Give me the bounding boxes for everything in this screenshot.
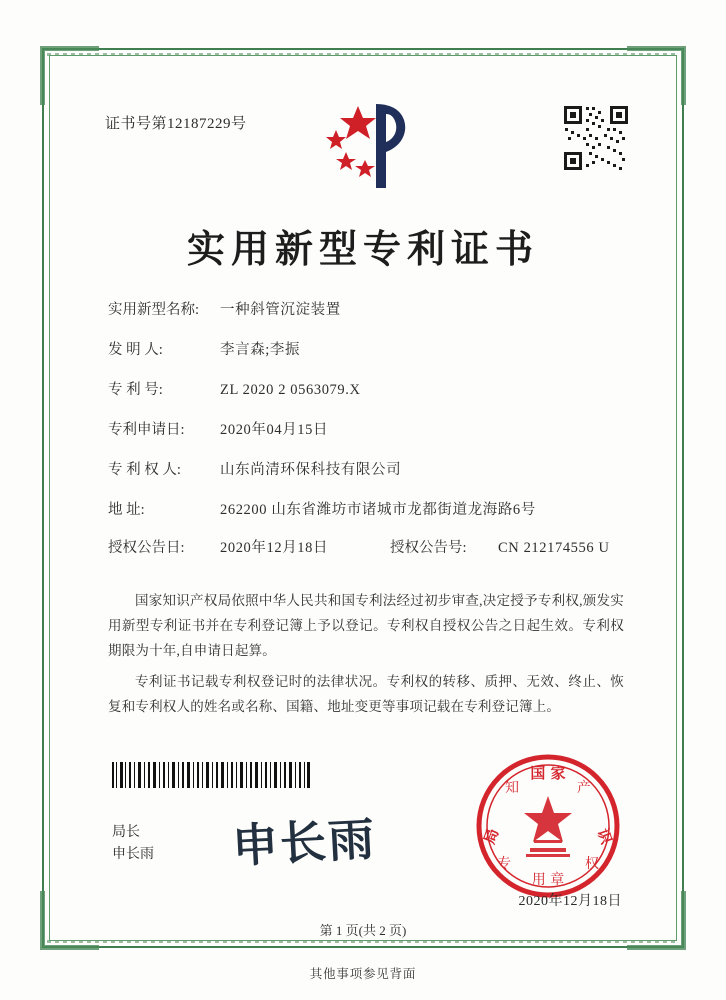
field-value: 2020年04月15日 xyxy=(220,422,329,438)
grant-number-label: 授权公告号: xyxy=(390,540,467,556)
page-number: 第 1 页(共 2 页) xyxy=(319,923,407,938)
sipo-emblem-icon xyxy=(318,100,414,192)
border-corner-top-right xyxy=(627,46,686,105)
svg-text:专: 专 xyxy=(497,856,511,872)
handwritten-signature: 申长雨 xyxy=(230,811,378,874)
field-address xyxy=(108,498,628,519)
field-label: 实用新型名称: xyxy=(108,302,200,318)
field-patent-number xyxy=(108,378,628,399)
legal-paragraph-1: 国家知识产权局依照中华人民共和国专利法经过初步审查,决定授予专利权,颁发实用新型专利证书并在专利登记簿上予以登记。专利权自授权公告之日起生效。专利权期限为十年,自申请日起算。 xyxy=(108,593,624,658)
field-utility-model-name xyxy=(108,298,628,319)
field-inventor xyxy=(108,338,628,359)
field-label: 发 明 人: xyxy=(108,342,163,358)
svg-text:识: 识 xyxy=(593,826,616,847)
field-label: 地 址: xyxy=(108,502,145,518)
field-value: 262200 山东省潍坊市诸城市龙都街道龙海路6号 xyxy=(220,502,536,518)
svg-text:权: 权 xyxy=(585,856,599,872)
footer-note: 其他事项参见背面 xyxy=(309,967,417,981)
director-role-label: 局长 xyxy=(112,825,140,840)
page-title: 实用新型专利证书 xyxy=(186,227,539,271)
signature-labels xyxy=(112,822,154,866)
field-label: 专 利 号: xyxy=(108,382,163,398)
director-name-label: 申长雨 xyxy=(112,847,154,862)
legal-text-block xyxy=(108,588,624,725)
grant-date-value: 2020年12月18日 xyxy=(220,540,329,556)
certificate-number: 证书号第12187229号 xyxy=(105,116,247,132)
svg-text:知: 知 xyxy=(505,780,519,796)
grant-date-label: 授权公告日: xyxy=(108,540,185,556)
red-official-seal-icon xyxy=(474,752,622,900)
field-label: 专 利 权 人: xyxy=(108,462,181,478)
field-patentee xyxy=(108,458,628,479)
svg-text:用 章: 用 章 xyxy=(531,872,565,888)
field-value: 李言森;李振 xyxy=(220,342,301,358)
field-list xyxy=(108,298,628,573)
field-label: 专利申请日: xyxy=(108,422,185,438)
field-application-date xyxy=(108,418,628,439)
field-grant-announcement xyxy=(108,536,628,557)
field-value: 一种斜管沉淀装置 xyxy=(220,302,341,318)
border-corner-top-left xyxy=(40,46,99,105)
qr-code-icon xyxy=(562,104,630,172)
grant-number-value: CN 212174556 U xyxy=(498,540,610,556)
field-value: 山东尚清环保科技有限公司 xyxy=(220,462,402,478)
barcode-icon xyxy=(112,762,310,788)
field-value: ZL 2020 2 0563079.X xyxy=(220,382,361,398)
seal-date: 2020年12月18日 xyxy=(518,894,622,909)
svg-text:局: 局 xyxy=(480,826,503,847)
legal-paragraph-2: 专利证书记载专利权登记时的法律状况。专利权的转移、质押、无效、终止、恢复和专利权人的姓名或名称、国籍、地址变更等事项记载在专利登记簿上。 xyxy=(108,674,624,714)
svg-text:产: 产 xyxy=(577,780,591,796)
svg-text:国 家: 国 家 xyxy=(530,764,566,782)
